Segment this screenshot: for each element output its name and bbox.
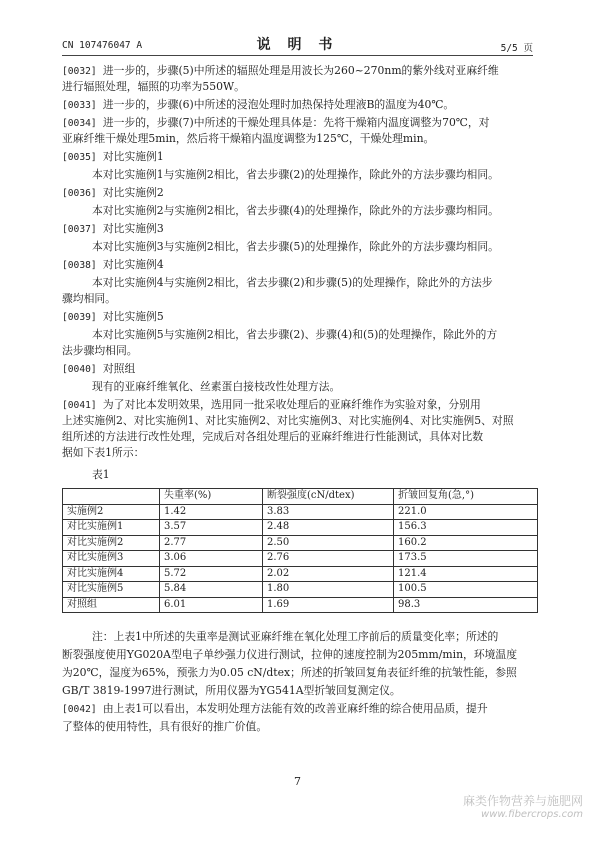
- table-cell: 2.02: [263, 566, 394, 582]
- table-cell: 5.72: [160, 566, 263, 582]
- paragraph-number: [0033]: [62, 100, 97, 111]
- table-cell: 3.83: [263, 504, 394, 520]
- table-row: [63, 520, 538, 536]
- table-row: [63, 582, 538, 598]
- table-note-line: 断裂强度使用YG020A型电子单纱强力仪进行测试，拉伸的速度控制为205mm/min，环境温度: [62, 648, 518, 661]
- table-row: [63, 597, 538, 613]
- table-cell: 对比实施例2: [63, 535, 160, 551]
- table-cell: 1.80: [263, 582, 394, 598]
- patent-number: CN 107476047 A: [62, 40, 143, 51]
- page-header: [62, 32, 533, 54]
- table-cell: 1.69: [263, 597, 394, 613]
- watermark-title: 麻类作物营养与施肥网: [462, 794, 583, 808]
- paragraph-line: 据如下表1所示：: [62, 446, 145, 459]
- paragraph-line: [0035] 对比实施例1: [62, 150, 164, 163]
- table-note-line: GB/T 3819-1997进行测试，所用仪器为YG541A型折皱回复测定仪。: [62, 684, 401, 697]
- paragraph-line: [0036] 对比实施例2: [62, 186, 164, 199]
- table-caption: 表1: [92, 468, 110, 481]
- paragraph-line: 上述实施例2、对比实施例1、对比实施例2、对比实施例3、对比实施例4、对比实施例5、对照: [62, 414, 514, 427]
- table-cell: 2.76: [263, 551, 394, 567]
- table-cell: 221.0: [394, 504, 538, 520]
- paragraph-number: [0040]: [62, 364, 97, 375]
- paragraph-line: [0041] 为了对比本发明效果，选用同一批采收处理后的亚麻纤维作为实验对象，分别用: [62, 398, 481, 411]
- table-cell: 2.50: [263, 535, 394, 551]
- paragraph-line: 本对比实施例2与实施例2相比，省去步骤(4)的处理操作，除此外的方法步骤均相同。: [92, 204, 499, 217]
- table-header-cell: [63, 489, 160, 505]
- table-cell: 1.42: [160, 504, 263, 520]
- paragraph-number: [0041]: [62, 400, 97, 411]
- table-row: [63, 551, 538, 567]
- paragraph-line: [0038] 对比实施例4: [62, 258, 164, 271]
- table-row: [63, 504, 538, 520]
- paragraph-line: 法步骤均相同。: [62, 344, 138, 357]
- paragraph-line: [0037] 对比实施例3: [62, 222, 164, 235]
- table-cell: 3.06: [160, 551, 263, 567]
- table-header-cell: 折皱回复角(急,°): [394, 489, 538, 505]
- paragraph-number: [0035]: [62, 152, 97, 163]
- paragraph-line: 现有的亚麻纤维氧化、丝素蛋白接枝改性处理方法。: [92, 380, 341, 393]
- paragraph-number: [0036]: [62, 188, 97, 199]
- table-cell: 对比实施例1: [63, 520, 160, 536]
- table-cell: 对比实施例3: [63, 551, 160, 567]
- table-cell: 156.3: [394, 520, 538, 536]
- paragraph-line: [0032] 进一步的，步骤(5)中所述的辐照处理是用波长为260~270nm的紫外线对亚麻纤维: [62, 64, 499, 77]
- paragraph-line: 亚麻纤维干燥处理5min，然后将干燥箱内温度调整为125℃，干燥处理min。: [62, 132, 435, 145]
- paragraph-number: [0034]: [62, 118, 97, 129]
- paragraph-number: [0039]: [62, 312, 97, 323]
- table-header-cell: 断裂强度(cN/dtex): [263, 489, 394, 505]
- paragraph-line: 本对比实施例1与实施例2相比，省去步骤(2)的处理操作，除此外的方法步骤均相同。: [92, 168, 499, 181]
- table-cell: 160.2: [394, 535, 538, 551]
- table-row: [63, 535, 538, 551]
- paragraph-line: 本对比实施例3与实施例2相比，省去步骤(5)的处理操作，除此外的方法步骤均相同。: [92, 240, 499, 253]
- table-cell: 2.77: [160, 535, 263, 551]
- paragraph-number: [0042]: [62, 704, 97, 715]
- table-cell: 6.01: [160, 597, 263, 613]
- paragraph-line: 本对比实施例4与实施例2相比，省去步骤(2)和步骤(5)的处理操作，除此外的方法步: [92, 276, 493, 289]
- page-number: 7: [294, 775, 301, 788]
- paragraph-number: [0032]: [62, 66, 97, 77]
- table-cell: 5.84: [160, 582, 263, 598]
- table-note-line: 为20℃，湿度为65%，预张力为0.05 cN/dtex；所述的折皱回复角表征纤维的抗皱性能，参照: [62, 666, 517, 679]
- page-indicator: 5/5 页: [500, 43, 533, 54]
- table-cell: 173.5: [394, 551, 538, 567]
- table-row: [63, 566, 538, 582]
- paragraph-line: 组所述的方法进行改性处理，完成后对各组处理后的亚麻纤维进行性能测试，具体对比数: [62, 430, 484, 443]
- paragraph-line: 进行辐照处理，辐照的功率为550W。: [62, 80, 245, 93]
- paragraph-number: [0038]: [62, 260, 97, 271]
- paragraph-line: [0034] 进一步的，步骤(7)中所述的干燥处理具体是：先将干燥箱内温度调整为70℃，对: [62, 116, 490, 129]
- table-header-row: [63, 489, 538, 505]
- header-rule: [62, 55, 533, 56]
- paragraph-line: 本对比实施例5与实施例2相比，省去步骤(2)、步骤(4)和(5)的处理操作，除此外的方: [92, 328, 498, 341]
- paragraph-line: [0040] 对照组: [62, 362, 136, 375]
- paragraph-line: 了整体的使用特性，具有很好的推广价值。: [62, 720, 268, 733]
- paragraph-line: [0042] 由上表1可以看出，本发明处理方法能有效的改善亚麻纤维的综合使用品质，提升: [62, 702, 488, 715]
- table-note-line: 注：上表1中所述的失重率是测试亚麻纤维在氧化处理工序前后的质量变化率；所述的: [92, 630, 499, 643]
- table-cell: 对照组: [63, 597, 160, 613]
- table-cell: 实施例2: [63, 504, 160, 520]
- paragraph-line: [0033] 进一步的，步骤(6)中所述的浸泡处理时加热保持处理液B的温度为40℃。: [62, 98, 455, 111]
- table-header-cell: 失重率(%): [160, 489, 263, 505]
- watermark-url: www.fibercrops.com: [481, 809, 583, 820]
- table-cell: 100.5: [394, 582, 538, 598]
- paragraph-line: 骤均相同。: [62, 292, 116, 305]
- paragraph-number: [0037]: [62, 224, 97, 235]
- document-title: 说 明 书: [256, 37, 339, 53]
- paragraph-line: [0039] 对比实施例5: [62, 310, 164, 323]
- table-cell: 3.57: [160, 520, 263, 536]
- table-cell: 2.48: [263, 520, 394, 536]
- table-cell: 121.4: [394, 566, 538, 582]
- results-table: [62, 488, 538, 613]
- table-cell: 98.3: [394, 597, 538, 613]
- watermark: [463, 792, 583, 820]
- table-cell: 对比实施例4: [63, 566, 160, 582]
- table-cell: 对比实施例5: [63, 582, 160, 598]
